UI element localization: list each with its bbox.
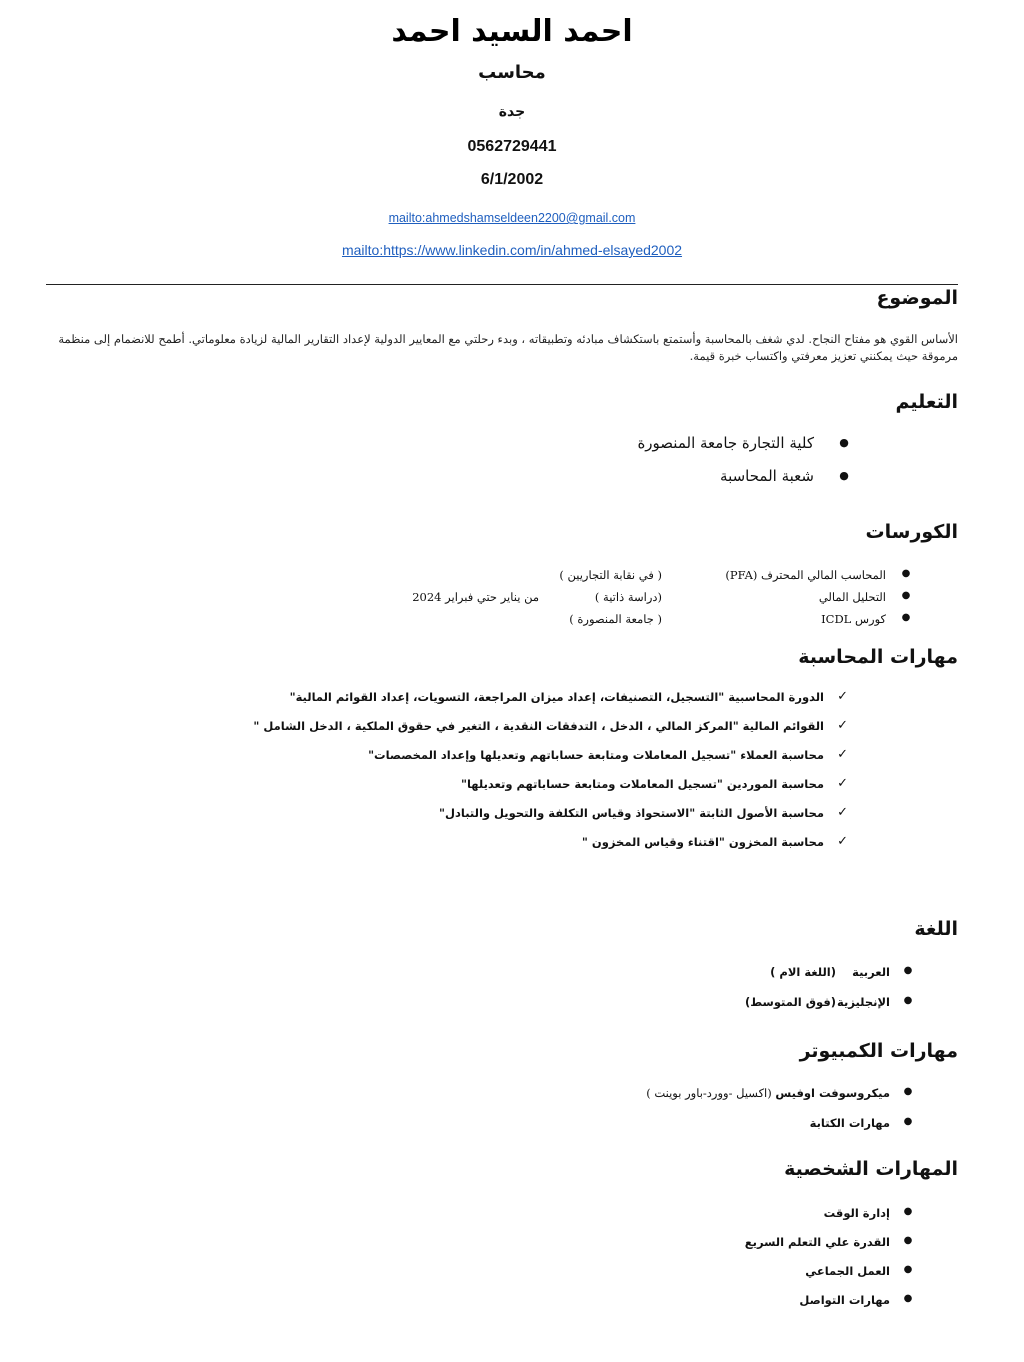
- accounting-skills-heading: مهارات المحاسبة: [798, 646, 958, 668]
- linkedin-link[interactable]: mailto:https://www.linkedin.com/in/ahmed-elsayed2002: [341, 242, 683, 258]
- list-item: ✓ محاسبة الموردين "تسجيل المعاملات ومتابعة حساباتهم وتعديلها": [461, 776, 848, 791]
- bullet-icon: ●: [903, 1116, 913, 1127]
- computer-skills-list: [534, 1086, 914, 1146]
- bullet-icon: ●: [903, 1235, 913, 1246]
- list-item: ● العمل الجماعي: [805, 1264, 913, 1278]
- education-list: [637, 434, 849, 500]
- personal-skills-list: [614, 1206, 914, 1322]
- objective-text: الأساس القوي هو مفتاح النجاح. لدي شغف بالمحاسبة وأستمتع باستكشاف مبادئه وتطبيقاته ، وبدء رحلتي مع المعايير الدولية لإعداد التقارير المالية لزيادة معلوماتي. أطمح للانضمام إلى منظمة مرموقة حيث يمكنني تعزيز معرفتي واكتساب خبرة قيمة.: [58, 332, 958, 363]
- candidate-name: احمد السيد احمد: [391, 14, 633, 49]
- bullet-icon: ●: [903, 1206, 913, 1217]
- list-item: ● إدارة الوقت: [823, 1206, 913, 1220]
- objective-heading: الموضوع: [876, 287, 958, 309]
- list-item: ● العربية (اللغة الام ): [770, 965, 913, 979]
- bullet-icon: ●: [903, 995, 913, 1006]
- bullet-icon: ●: [903, 965, 913, 976]
- checkmark-icon: ✓: [837, 689, 848, 704]
- checkmark-icon: ✓: [837, 834, 848, 849]
- phone-number: 0562729441: [467, 138, 557, 155]
- list-item: ● الإنجليزية (فوق المتوسط): [744, 995, 913, 1009]
- list-item: ● المحاسب المالي المحترف (PFA) ( في نقابة التجاريين ): [559, 568, 911, 582]
- bullet-icon: ●: [903, 1264, 913, 1275]
- list-item: ✓ محاسبة الأصول الثابتة "الاستحواذ وقياس التكلفة والتحويل والتبادل": [439, 805, 848, 820]
- education-heading: التعليم: [895, 391, 958, 413]
- list-item: ● القدرة علي التعلم السريع: [744, 1235, 913, 1249]
- list-item: ✓ القوائم المالية "المركز المالي ، الدخل ، التدفقات النقدية ، التغير في حقوق الملكية ، الدخل الشامل ": [253, 718, 848, 733]
- email-link[interactable]: mailto:ahmedshamseldeen2200@gmail.com: [388, 211, 636, 225]
- list-item: ✓ محاسبة المخزون "اقتناء وقياس المخزون ": [581, 834, 848, 849]
- bullet-icon: ●: [901, 590, 911, 601]
- personal-skills-heading: المهارات الشخصية: [784, 1158, 958, 1180]
- list-item: ● كلية التجارة جامعة المنصورة: [637, 434, 849, 452]
- list-item: ● كورس ICDL ( جامعة المنصورة ): [569, 612, 911, 626]
- list-item: ● مهارات الكتابة: [809, 1116, 913, 1130]
- list-item: ✓ محاسبة العملاء "تسجيل المعاملات ومتابعة حساباتهم وتعديلها وإعداد المخصصات": [368, 747, 848, 762]
- list-item: ● التحليل المالي (دراسة ذاتية ) من يناير حتي فبراير 2024: [412, 590, 911, 604]
- bullet-icon: ●: [839, 436, 849, 449]
- checkmark-icon: ✓: [837, 718, 848, 733]
- list-item: ✓ الدورة المحاسبية "التسجيل، التصنيفات، إعداد ميزان المراجعة، التسويات، إعداد القوائم المالية": [289, 689, 848, 704]
- header-divider: [46, 284, 958, 285]
- job-title: محاسب: [478, 62, 546, 83]
- list-item: ● مهارات التواصل: [799, 1293, 913, 1307]
- birth-date: 6/1/2002: [480, 171, 544, 188]
- list-item: ● ميكروسوفت اوفيس (اكسيل -وورد-باور بوينت ): [646, 1086, 913, 1100]
- checkmark-icon: ✓: [837, 776, 848, 791]
- courses-heading: الكورسات: [865, 521, 958, 543]
- bullet-icon: ●: [901, 612, 911, 623]
- computer-skills-heading: مهارات الكمبيوتر: [799, 1040, 958, 1062]
- bullet-icon: ●: [903, 1086, 913, 1097]
- languages-list: [614, 965, 914, 1025]
- languages-heading: اللغة: [914, 918, 958, 940]
- courses-list: [392, 568, 912, 634]
- checkmark-icon: ✓: [837, 805, 848, 820]
- bullet-icon: ●: [839, 469, 849, 482]
- accounting-skills-list: [253, 689, 848, 864]
- list-item: ● شعبة المحاسبة: [720, 467, 849, 485]
- checkmark-icon: ✓: [837, 747, 848, 762]
- bullet-icon: ●: [903, 1293, 913, 1304]
- bullet-icon: ●: [901, 568, 911, 579]
- city: جدة: [498, 104, 526, 120]
